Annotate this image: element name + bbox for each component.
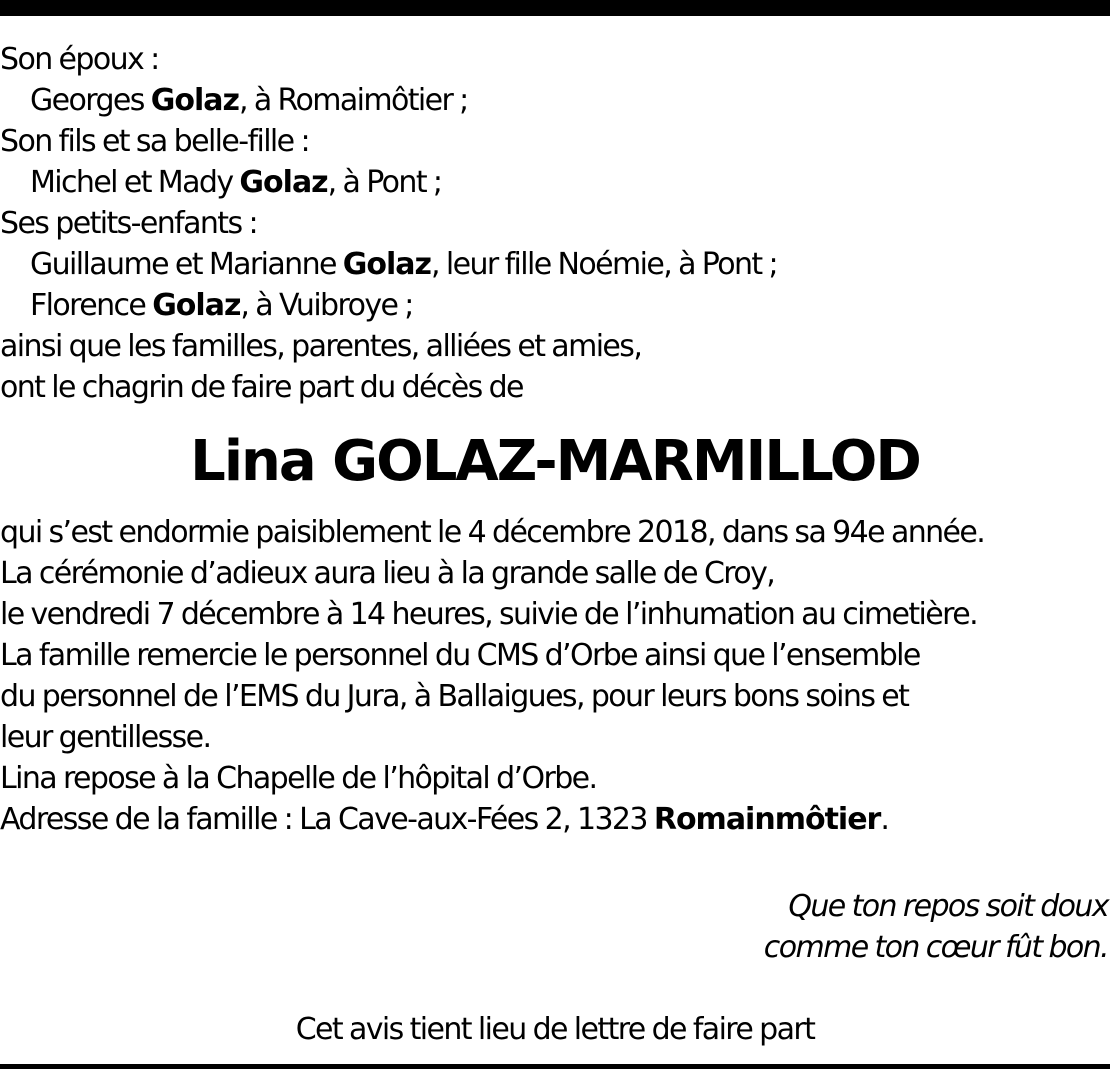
body-line-4 xyxy=(0,635,920,676)
family-address-line xyxy=(0,799,888,840)
grandchild-entry-2 xyxy=(30,285,413,326)
body-line-3 xyxy=(0,594,977,635)
son-entry xyxy=(30,162,441,203)
son-label xyxy=(0,121,309,162)
spouse-place: , à Romaimôtier ; xyxy=(238,83,468,118)
son-first-names: Michel et Mady xyxy=(30,165,240,200)
body-line-2-text: La cérémonie d’adieux aura lieu à la grande salle de Croy, xyxy=(0,556,775,591)
address-town: Romainmôtier xyxy=(653,802,881,837)
spouse-surname: Golaz xyxy=(150,83,239,118)
spouse-label-text: Son époux : xyxy=(0,42,159,77)
announcement-text: ont le chagrin de faire part du décès de xyxy=(0,370,523,405)
grandchild-1-surname: Golaz xyxy=(342,247,432,282)
footer-note: Cet avis tient lieu de lettre de faire part xyxy=(295,1012,815,1047)
grandchildren-label xyxy=(0,203,257,244)
body-line-1 xyxy=(0,512,984,553)
top-border-rule xyxy=(0,0,1110,16)
body-line-1-text: qui s’est endormie paisiblement le 4 décembre 2018, dans sa 94e année. xyxy=(0,515,985,550)
spouse-entry xyxy=(30,80,468,121)
body-line-3-text: le vendredi 7 décembre à 14 heures, suivie de l’inhumation au cimetière. xyxy=(0,597,978,632)
deceased-name-heading: Lina GOLAZ-MARMILLOD xyxy=(190,429,920,494)
grandchild-2-first-name: Florence xyxy=(30,288,153,323)
body-line-5 xyxy=(0,676,908,717)
grandchildren-label-text: Ses petits-enfants : xyxy=(0,206,257,241)
grandchild-2-surname: Golaz xyxy=(152,288,241,323)
body-line-6 xyxy=(0,717,210,758)
announcement-line xyxy=(0,367,523,408)
spouse-label xyxy=(0,39,159,80)
other-relatives-line xyxy=(0,326,641,367)
son-place: , à Pont ; xyxy=(327,165,442,200)
other-relatives-text: ainsi que les familles, parentes, alliées et amies, xyxy=(0,329,642,364)
grandchild-1-first-names: Guillaume et Marianne xyxy=(30,247,343,282)
address-prefix: Adresse de la famille : La Cave-aux-Fées 2, 1323 xyxy=(0,802,654,837)
body-line-4-text: La famille remercie le personnel du CMS d’Orbe ainsi que l’ensemble xyxy=(0,638,920,673)
quote-line-2: comme ton cœur fût bon. xyxy=(763,930,1108,965)
son-surname: Golaz xyxy=(239,165,328,200)
body-line-5-text: du personnel de l’EMS du Jura, à Ballaigues, pour leurs bons soins et xyxy=(0,679,909,714)
spouse-first-name: Georges xyxy=(30,83,151,118)
body-line-7 xyxy=(0,758,596,799)
body-line-2 xyxy=(0,553,774,594)
son-label-text: Son fils et sa belle-fille : xyxy=(0,124,309,159)
quote-line-1: Que ton repos soit doux xyxy=(788,889,1108,924)
bottom-border-rule xyxy=(0,1064,1110,1069)
address-suffix: . xyxy=(880,802,889,837)
body-line-7-text: Lina repose à la Chapelle de l’hôpital d’Orbe. xyxy=(0,761,597,796)
grandchild-entry-1 xyxy=(30,244,777,285)
grandchild-1-place: , leur fille Noémie, à Pont ; xyxy=(431,247,777,282)
grandchild-2-place: , à Vuibroye ; xyxy=(240,288,413,323)
body-line-6-text: leur gentillesse. xyxy=(0,720,211,755)
